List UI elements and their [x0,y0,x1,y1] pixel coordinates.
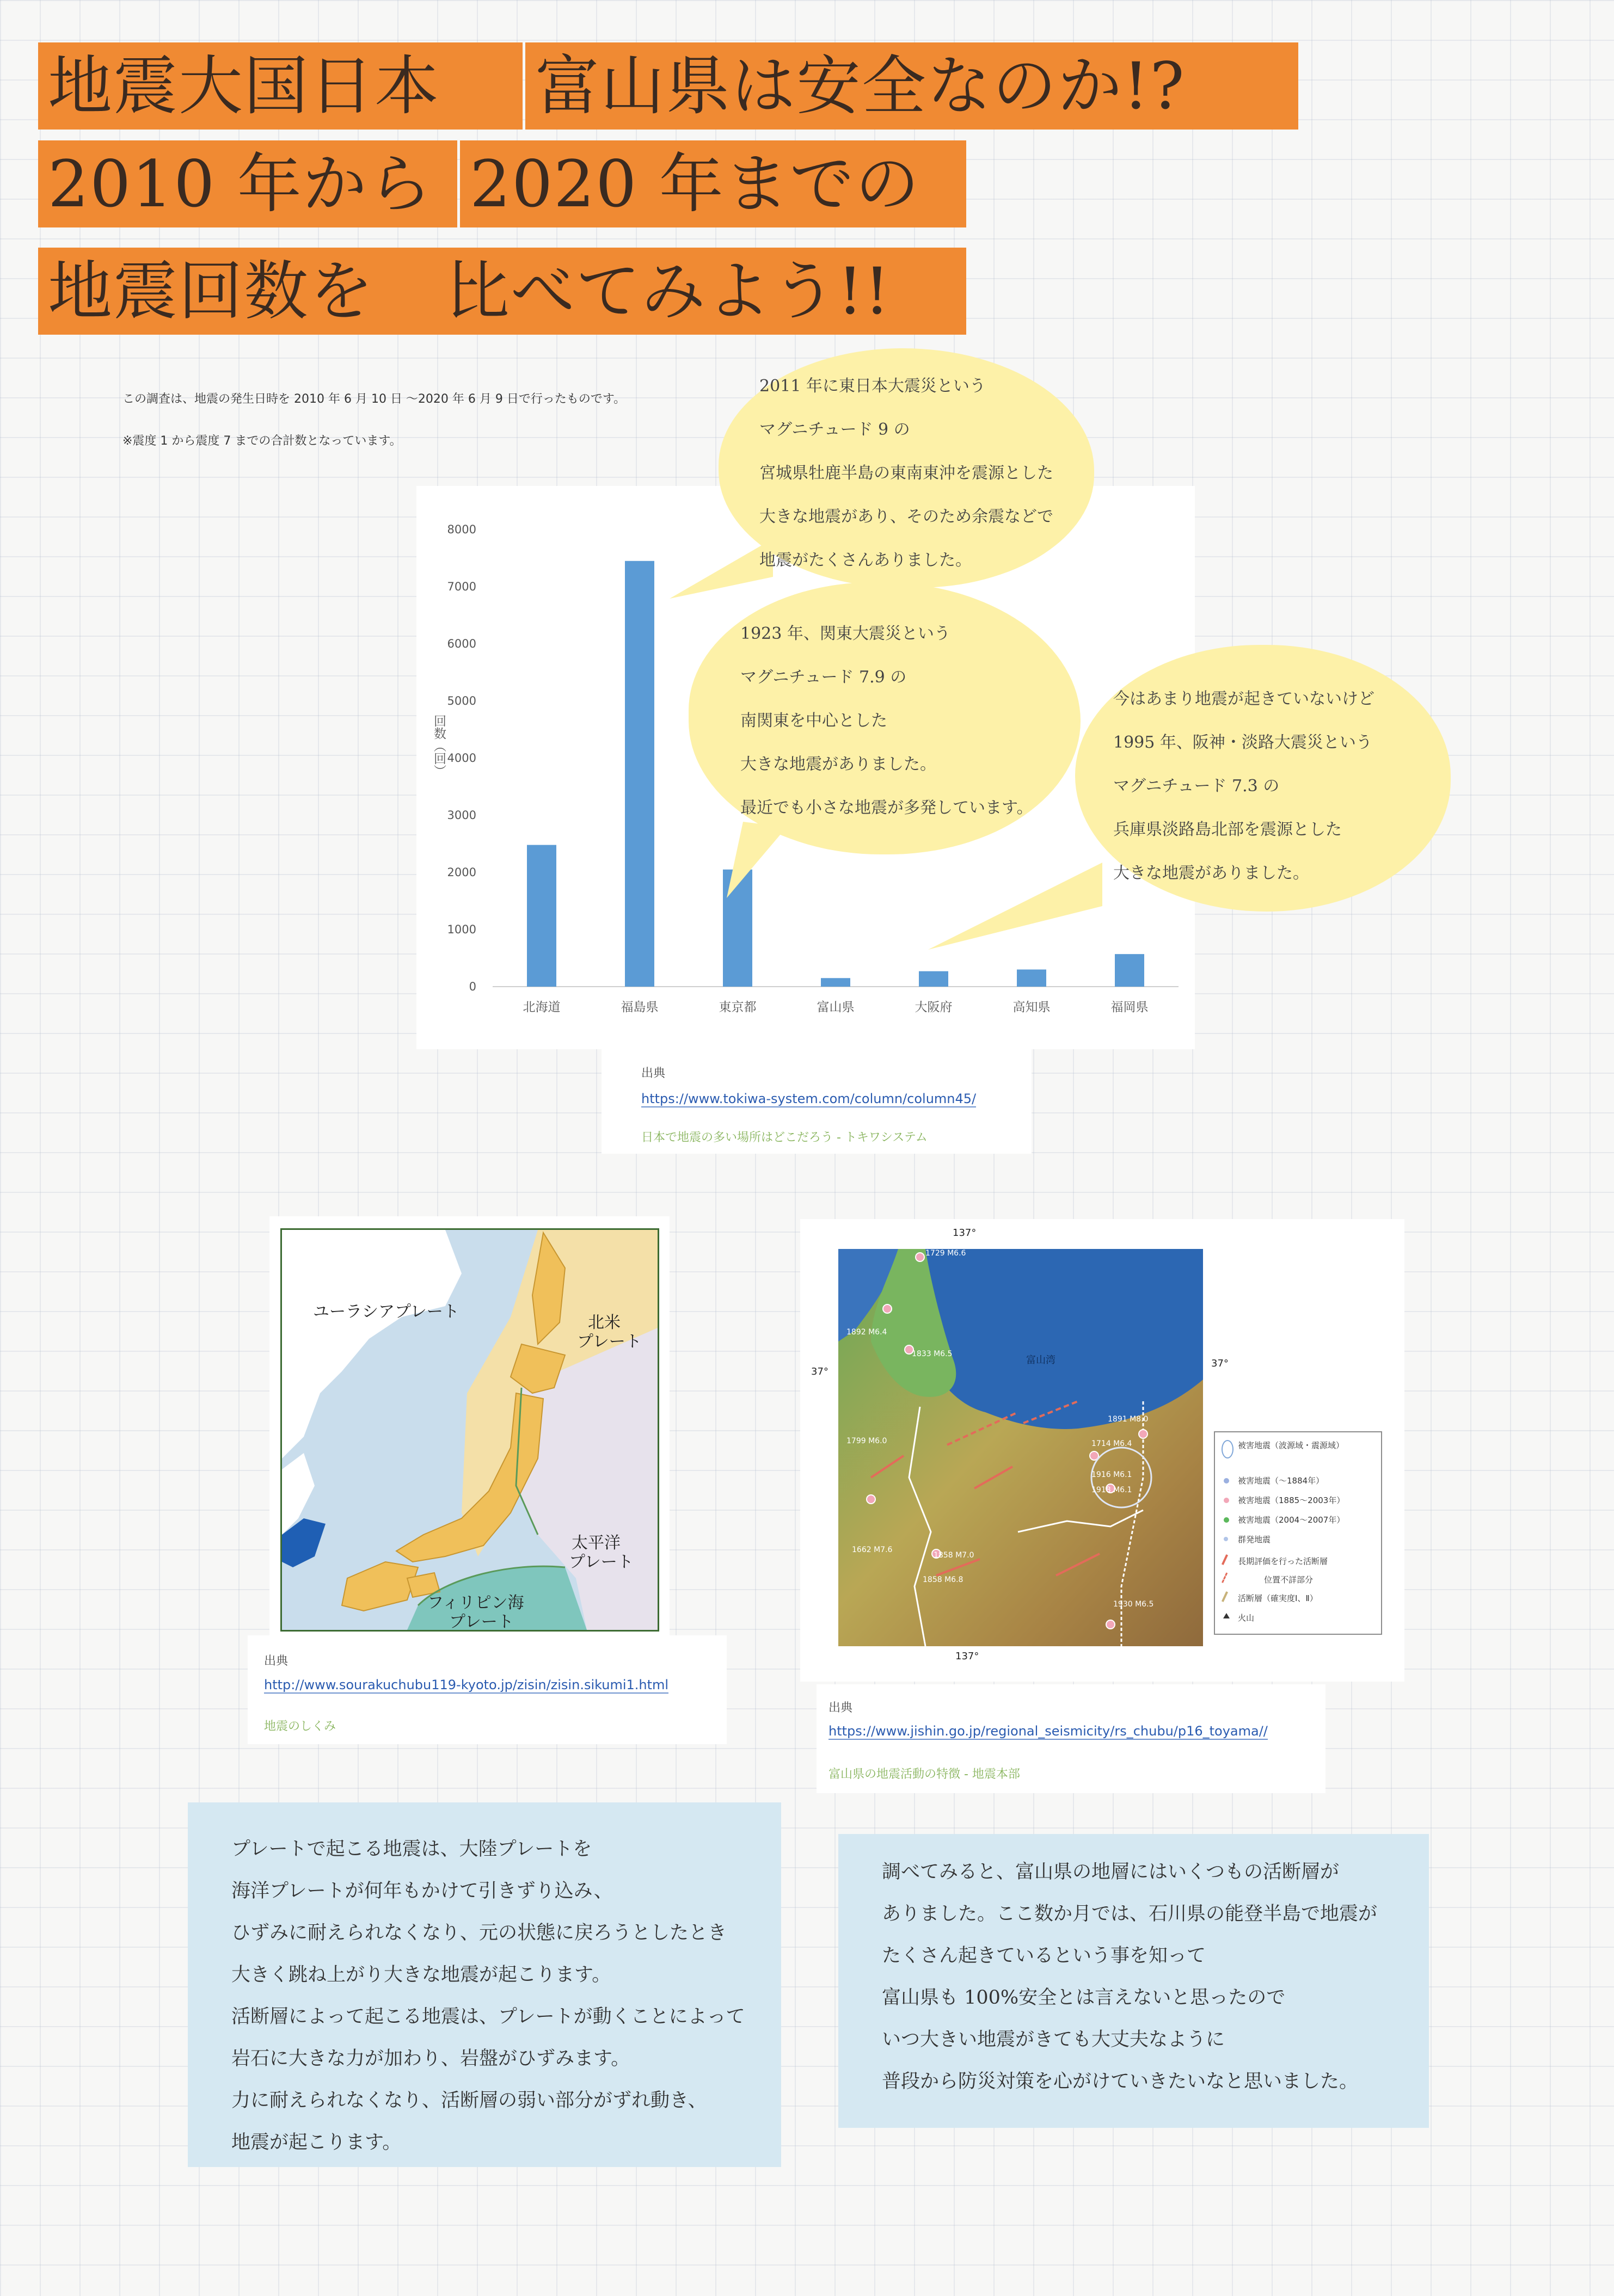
y-tick-label: 4000 [447,752,476,765]
chart-source-card [602,1048,1032,1154]
philippine-plate-label-2: プレート [449,1612,514,1632]
explanation-line: 海洋プレートが何年もかけて引きずり込み、 [231,1880,613,1902]
quake-label: 1916 M6.1 [1091,1470,1132,1479]
explanation-line: ありました。ここ数か月では、石川県の能登半島で地震が [882,1903,1378,1925]
latitude-right: 37° [1211,1358,1229,1369]
x-tick-label: 富山県 [817,1000,855,1014]
x-tick-label: 高知県 [1012,1000,1051,1014]
bubble-line: マグニチュード 9 の [759,420,910,439]
explanation-line: ひずみに耐えられなくなり、元の状態に戻ろうとしたとき [231,1922,727,1944]
quake-label: 1918 M6.1 [1091,1486,1132,1494]
bubble-text-osaka [1113,691,1374,909]
quake-label: 1858 M7.0 [934,1551,974,1560]
bar [919,971,948,987]
quake-label: 1714 M6.4 [1091,1439,1132,1448]
latitude-left: 37° [811,1366,829,1377]
explanation-line: いつ大きい地震がきても大丈夫なように [882,2029,1225,2051]
explanation-line: 岩石に大きな力が加わり、岩盤がひずみます。 [231,2048,630,2070]
explanation-box-left [188,1802,781,2167]
explanation-line: 力に耐えられなくなり、活断層の弱い部分がずれ動き、 [231,2090,707,2112]
north-american-plate-label-1: 北米 [588,1313,621,1332]
explanation-line: プレートで起こる地震は、大陸プレートを [231,1838,592,1860]
legend-ellipse-icon [1222,1440,1233,1458]
quake-label: 1891 M8.0 [1108,1415,1149,1424]
pacific-plate-label-1: 太平洋 [572,1534,621,1553]
explanation-line: 活断層によって起こる地震は、プレートが動くことによって [231,2006,745,2028]
legend-item: 被害地震（～1884年） [1238,1476,1324,1486]
legend-item: 火山 [1238,1613,1255,1623]
bar [527,845,556,987]
plate-source-card [248,1635,727,1744]
legend-item: 位置不詳部分 [1264,1575,1314,1585]
bar [1115,954,1144,987]
bubble-line: 大きな地震があり、そのため余震などで [759,507,1053,526]
bubble-line: 大きな地震がありました。 [740,755,936,774]
quake-label: 1799 M6.0 [846,1437,887,1445]
legend-dot-icon [1224,1537,1228,1541]
bubble-line: マグニチュード 7.3 の [1113,777,1280,796]
legend-item: 被害地震（波源域・震源域） [1238,1441,1345,1450]
legend-fault-dashed-icon [1222,1572,1230,1584]
north-american-plate-label-2: プレート [577,1332,642,1351]
toyama-source-label: 出典 [829,1701,853,1715]
y-tick-label: 1000 [447,923,476,936]
bubble-line: 今はあまり地震が起きていないけど [1113,690,1374,709]
toyama-relief-map [838,1249,1203,1646]
legend-active-fault-icon [1222,1591,1228,1602]
philippine-plate-label-1: フィリピン海 [427,1593,524,1612]
bubble-line: 大きな地震がありました。 [1113,864,1309,883]
legend-fault-icon [1222,1554,1228,1565]
explanation-line: 富山県も 100%安全とは言えないと思ったので [882,1987,1286,2009]
quake-label: 1858 M6.8 [923,1575,964,1584]
legend-item: 群発地震 [1238,1535,1271,1544]
bubble-line: 南関東を中心とした [740,711,887,730]
explanation-left-text [231,1834,745,2169]
legend-item: 被害地震（1885～2003年） [1238,1495,1345,1505]
bubble-tail-osaka [923,857,1102,955]
legend-item: 被害地震（2004～2007年） [1238,1515,1345,1525]
quake-label: 1892 M6.4 [846,1328,887,1337]
y-tick-label: 2000 [447,866,476,879]
title-line1-part2: 富山県は安全なのか!? [525,42,1298,130]
legend-dot-icon [1224,1517,1229,1523]
title-line3-part2: 比べてみよう!! [435,248,966,335]
plate-source-name: 地震のしくみ [264,1720,336,1733]
explanation-line: 地震が起こります。 [231,2132,402,2153]
toyama-source-name: 富山県の地震活動の特徴 - 地震本部 [829,1768,1020,1781]
toyama-map-card [800,1219,1404,1682]
bar [1017,970,1046,987]
toyama-bay-label: 富山湾 [1026,1355,1055,1366]
bubble-line: 1923 年、関東大震災という [740,624,950,643]
pacific-plate-label-2: プレート [569,1553,634,1572]
title-line1-part1: 地震大国日本 [38,42,523,130]
y-tick-label: 6000 [447,637,476,650]
legend-item: 長期評価を行った活断層 [1238,1556,1328,1566]
chart-source-label: 出典 [641,1067,666,1080]
explanation-line: 普段から防災対策を心がけていきたいなと思いました。 [882,2071,1359,2092]
bubble-line: 地震がたくさんありました。 [759,551,972,570]
title-line2-part2: 2020 年までの [460,140,966,227]
legend-volcano-icon [1223,1613,1230,1618]
intensity-scope-note: ※震度 1 から震度 7 までの合計数となっています。 [122,434,402,448]
y-tick-label: 7000 [447,580,476,593]
eurasian-plate-label: ユーラシアプレート [313,1302,459,1321]
explanation-right-text [882,1857,1377,2108]
quake-label: 1729 M6.6 [925,1249,966,1258]
title-line3-part1: 地震回数を [38,248,435,335]
bubble-text-tokyo [740,626,1033,844]
bubble-line: 1995 年、阪神・淡路大震災という [1113,733,1372,752]
y-tick-label: 0 [469,980,476,993]
explanation-box-right [838,1834,1429,2128]
bubble-line: 兵庫県淡路島北部を震源とした [1113,820,1342,839]
legend-dot-icon [1224,1498,1229,1503]
toyama-source-link[interactable]: https://www.jishin.go.jp/regional_seismicity/rs_chubu/p16_toyama// [829,1723,1268,1739]
longitude-top: 137° [953,1227,977,1239]
speech-bubble-fukushima [719,348,1094,588]
bubble-line: 宮城県牡鹿半島の東南東沖を震源とした [759,464,1053,483]
y-tick-label: 8000 [447,523,476,536]
chart-source-link[interactable]: https://www.tokiwa-system.com/column/column45/ [641,1091,977,1106]
bubble-line: 最近でも小さな地震が多発しています。 [740,798,1033,817]
map-legend [1214,1431,1382,1635]
quake-label: 1930 M6.5 [1113,1600,1154,1609]
explanation-line: 調べてみると、富山県の地層にはいくつもの活断層が [882,1861,1340,1883]
bubble-text-fukushima [759,378,1053,596]
plate-source-link[interactable]: http://www.sourakuchubu119-kyoto.jp/zisin/zisin.sikumi1.html [264,1677,669,1692]
legend-dot-icon [1224,1478,1229,1484]
speech-bubble-tokyo [689,582,1081,854]
legend-item: 活断層（確実度Ⅰ、Ⅱ） [1238,1593,1318,1603]
x-tick-label: 福島県 [621,1000,659,1014]
bar [821,978,850,987]
bubble-tail-fukushima [664,528,773,604]
explanation-line: 大きく跳ね上がり大きな地震が起こります。 [231,1964,611,1986]
bar [625,561,654,987]
quake-label: 1833 M6.5 [912,1350,953,1358]
toyama-source-card [817,1684,1325,1793]
plate-map-card [269,1216,670,1641]
bubble-line: 2011 年に東日本大震災という [759,377,986,396]
bubble-line: マグニチュード 7.9 の [740,668,907,687]
x-tick-label: 東京都 [719,1000,757,1014]
speech-bubble-osaka [1075,645,1451,912]
x-tick-label: 北海道 [523,1000,561,1014]
y-tick-label: 3000 [447,809,476,822]
y-tick-label: 5000 [447,694,476,707]
longitude-bottom: 137° [955,1651,979,1662]
quake-label: 1662 M7.6 [852,1546,893,1554]
x-tick-label: 大阪府 [915,1000,953,1014]
explanation-line: たくさん起きているという事を知って [882,1945,1206,1967]
title-line2-part1: 2010 年から [38,140,457,227]
x-tick-label: 福岡県 [1110,1000,1149,1014]
chart-y-axis-label: 回数（回） [432,715,446,777]
chart-source-name: 日本で地震の多い場所はどこだろう - トキワシステム [641,1131,928,1144]
survey-period-note: この調査は、地震の発生日時を 2010 年 6 月 10 日 ～2020 年 6 月 9 日で行ったものです。 [122,392,626,406]
plate-source-label: 出典 [264,1654,289,1668]
